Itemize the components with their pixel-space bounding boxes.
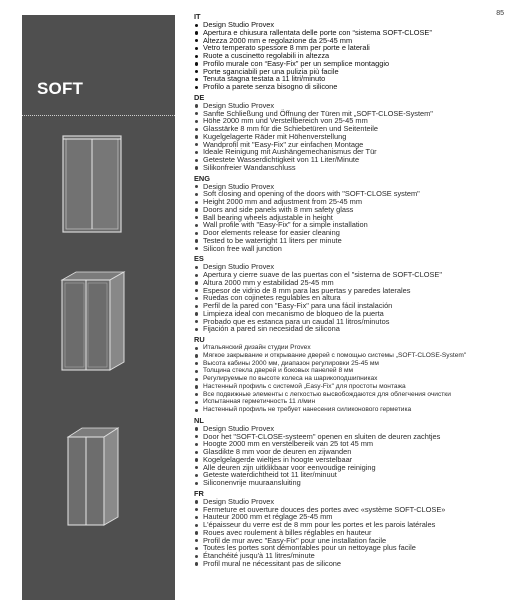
feature-item: Ruedas con cojinetes regulables en altura (194, 294, 504, 302)
feature-item: Высота кабины 2000 мм, диапазон регулировки 25-45 мм (194, 360, 504, 368)
language-heading-fr: FR (194, 488, 204, 498)
feature-item: Design Studio Provex (194, 263, 504, 271)
feature-item: Ruote a cuscinetto regolabili in altezza (194, 52, 504, 60)
feature-item: Ideale Reinigung mit Aushängemechanismus der Tür (194, 148, 504, 156)
feature-item: Door elements release for easier cleaning (194, 229, 504, 237)
feature-item: Altezza 2000 mm e regolazione da 25-45 mm (194, 37, 504, 45)
feature-list-fr (194, 498, 504, 568)
feature-item: Толщина стекла дверей и боковых панелей 8 мм (194, 367, 504, 375)
sidebar-title: SOFT (37, 79, 84, 98)
feature-item: Siliconenvrije muuraansluiting (194, 479, 504, 487)
feature-list-nl (194, 425, 504, 487)
feature-list-eng (194, 183, 504, 253)
feature-item: Sanfte Schließung und Öffnung der Türen mit „SOFT-CLOSE-System" (194, 110, 504, 118)
feature-item: Apertura e chiusura rallentata delle porte con “sistema SOFT-CLOSE” (194, 29, 504, 37)
feature-item: Profilo a parete senza bisogno di silicone (194, 83, 504, 91)
feature-item: Soft closing and opening of the doors with "SOFT-CLOSE system" (194, 190, 504, 198)
feature-item: Door het "SOFT-CLOSE-systeem" openen en sluiten de deuren zachtjes (194, 433, 504, 441)
feature-item: Geteste waterdichtheid tot 11 liter/minuut (194, 471, 504, 479)
feature-item: Tenuta stagna testata a 11 litri/minuto (194, 75, 504, 83)
compact-cabin-illustration (64, 425, 122, 529)
feature-item: Altura 2000 mm y estabilidad 25-45 mm (194, 279, 504, 287)
feature-item: Höhe 2000 mm und Verstellbereich von 25-45 mm (194, 117, 504, 125)
feature-item: Glasdikte 8 mm voor de deuren en zijwanden (194, 448, 504, 456)
feature-item: Kugelgelagerte Räder mit Höhenverstellung (194, 133, 504, 141)
feature-item: Испытанная герметичность 11 л/мин (194, 398, 504, 406)
feature-item: Doors and side panels with 8 mm safety glass (194, 206, 504, 214)
feature-item: Espesor de vidrio de 8 mm para las puertas y paredes laterales (194, 287, 504, 295)
feature-item: Wall profile with "Easy-Fix" for a simple installation (194, 221, 504, 229)
feature-item: Glasstärke 8 mm für die Schiebetüren und Seitenteile (194, 125, 504, 133)
feature-item: Kogelgelagerde wieltjes in hoogte verstelbaar (194, 456, 504, 464)
feature-item: Hauteur 2000 mm et réglage 25-45 mm (194, 513, 504, 521)
feature-item: Design Studio Provex (194, 425, 504, 433)
feature-list-es (194, 263, 504, 333)
feature-item: Limpieza ideal con mecanismo de bloqueo de la puerta (194, 310, 504, 318)
language-heading-nl: NL (194, 415, 204, 425)
feature-item: Étanchéité jusqu'à 11 litres/minute (194, 552, 504, 560)
page-number: 85 (496, 10, 504, 17)
language-heading-it: IT (194, 12, 201, 21)
language-heading-de: DE (194, 92, 205, 102)
feature-item: Итальянский дизайн студии Provex (194, 344, 504, 352)
feature-list-de (194, 102, 504, 172)
feature-item: Design Studio Provex (194, 183, 504, 191)
feature-item: Design Studio Provex (194, 21, 504, 29)
feature-item: Apertura y cierre suave de las puertas con el "sisterna de SOFT-CLOSE" (194, 271, 504, 279)
feature-item: Ball bearing wheels adjustable in height (194, 214, 504, 222)
feature-item: Getestete Wasserdichtigkeit von 11 Liter/Minute (194, 156, 504, 164)
feature-item: Alle deuren zijn uitklikbaar voor eenvoudige reiniging (194, 464, 504, 472)
feature-item: Profil mural ne nécessitant pas de silicone (194, 560, 504, 568)
feature-item: Fermeture et ouverture douces des portes avec «système SOFT-CLOSE» (194, 506, 504, 514)
feature-item: Roues avec roulement à billes réglables en hauteur (194, 529, 504, 537)
feature-item: Height 2000 mm and adjustment from 25-45 mm (194, 198, 504, 206)
feature-item: L'épaisseur du verre est de 8 mm pour les portes et les parois latérales (194, 521, 504, 529)
specification-list (194, 13, 504, 571)
sidebar-panel (22, 15, 175, 600)
feature-item: Porte sganciabili per una pulizia più facile (194, 68, 504, 76)
feature-item: Wandprofil mit "Easy-Fix" zur einfachen Montage (194, 141, 504, 149)
feature-item: Hoogte 2000 mm en verstelbereik van 25 tot 45 mm (194, 440, 504, 448)
sidebar-divider (22, 115, 175, 116)
feature-item: Toutes les portes sont démontables pour un nettoyage plus facile (194, 544, 504, 552)
feature-list-it (194, 21, 504, 91)
corner-cabin-illustration (58, 270, 128, 374)
feature-list-ru (194, 344, 504, 414)
feature-item: Probado que es estanca para un caudal 11 litros/minutos (194, 318, 504, 326)
feature-item: Tested to be watertight 11 liters per minute (194, 237, 504, 245)
feature-item: Все подвижные элементы с легкостью высвобождаются для облегчения очистки (194, 391, 504, 399)
feature-item: Profil de mur avec "Easy-Fix" pour une installation facile (194, 537, 504, 545)
feature-item: Perfil de la pared con "Easy-Fix" para una fácil instalación (194, 302, 504, 310)
sliding-door-cabin-illustration (62, 135, 122, 235)
feature-item: Profilo murale con “Easy-Fix” per un semplice montaggio (194, 60, 504, 68)
feature-item: Silicon free wall junction (194, 245, 504, 253)
feature-item: Fijación a pared sin necesidad de silicona (194, 325, 504, 333)
feature-item: Design Studio Provex (194, 498, 504, 506)
language-heading-es: ES (194, 254, 204, 264)
feature-item: Настенный профиль не требует нанесения силиконового герметика (194, 406, 504, 414)
feature-item: Vetro temperato spessore 8 mm per porte e laterali (194, 44, 504, 52)
feature-item: Настенный профиль с системой „Easy-Fix" для простоты монтажа (194, 383, 504, 391)
feature-item: Регулируемые по высоте колеса на шарикоподшипниках (194, 375, 504, 383)
language-heading-eng: ENG (194, 173, 211, 183)
language-heading-ru: RU (194, 335, 205, 344)
feature-item: Silikonfreier Wandanschluss (194, 164, 504, 172)
feature-item: Design Studio Provex (194, 102, 504, 110)
feature-item: Мягкое закрывание и открывание дверей с помощью системы „SOFT-CLOSE-System" (194, 352, 504, 360)
